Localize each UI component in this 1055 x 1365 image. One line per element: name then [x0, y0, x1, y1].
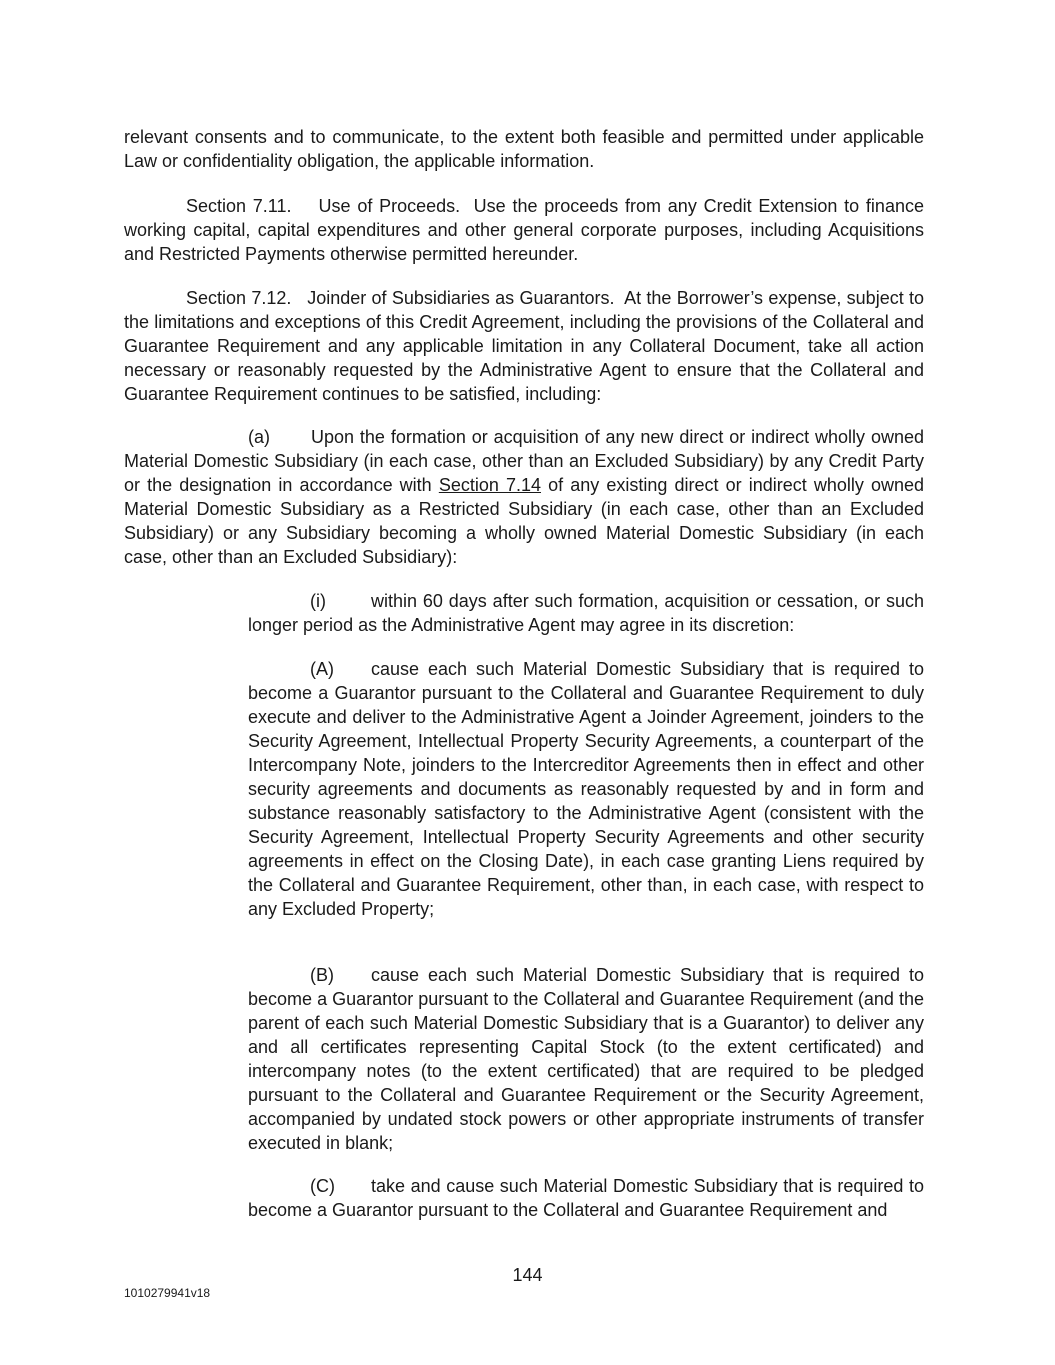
clause-label: (A)	[310, 659, 334, 679]
section-text: Use the proceeds from any Credit Extension to finance working capital, capital expenditures and other general corporate purposes, including Acquisitions and Restricted Payments otherwise permitted hereunder.	[124, 196, 924, 264]
section-title: Use of Proceeds.	[318, 196, 461, 216]
clause-label: (a)	[248, 427, 270, 447]
section-7-11	[124, 194, 924, 266]
clause-C	[248, 1174, 924, 1222]
clause-label: (B)	[310, 965, 334, 985]
section-text: At the Borrower’s expense, subject to the limitations and exceptions of this Credit Agreement, including the provisions of the Collateral and Guarantee Requirement and any applicable limitation in any Collateral Document, take all action necessary or reasonably requested by the Administrative Agent to ensure that the Collateral and Guarantee Requirement continues to be satisfied, including:	[124, 288, 924, 404]
continuation-paragraph	[124, 125, 924, 173]
section-number: Section 7.12.	[186, 288, 292, 308]
page-number: 144	[512, 1265, 543, 1285]
clause-label: (C)	[310, 1176, 335, 1196]
clause-i	[248, 589, 924, 637]
clause-A	[248, 657, 924, 921]
clause-a	[124, 425, 924, 569]
document-id: 1010279941v18	[124, 1286, 211, 1300]
clause-B	[248, 963, 924, 1155]
continuation-text: relevant consents and to communicate, to the extent both feasible and permitted under applicable Law or confidentiality obligation, the applicable information.	[124, 127, 924, 171]
clause-text: within 60 days after such formation, acquisition or cessation, or such longer period as the Administrative Agent may agree in its discretion:	[248, 591, 924, 635]
clause-text-after: of any existing direct or indirect wholly owned Material Domestic Subsidiary as a Restricted Subsidiary (in each case, other than an Excluded Subsidiary) or any Subsidiary becoming a wholly owned Material Domestic Subsidiary (in each case, other than an Excluded Subsidiary):	[124, 475, 924, 567]
section-7-14-reference[interactable]: Section 7.14	[438, 475, 541, 495]
clause-text-before: Upon the formation or acquisition of any new direct or indirect wholly owned Material Domestic Subsidiary (in each case, other than an Excluded Subsidiary) by any Credit Party or the designation in accordance with	[124, 427, 924, 495]
clause-text: cause each such Material Domestic Subsidiary that is required to become a Guarantor pursuant to the Collateral and Guarantee Requirement (and the parent of each such Material Domestic Subsidiary that is a Guarantor) to deliver any and all certificates representing Capital Stock (to the extent certificated) and intercompany notes (to the extent certificated) that are required to be pledged pursuant to the Collateral and Guarantee Requirement or the Security Agreement, accompanied by undated stock powers or other appropriate instruments of transfer executed in blank;	[248, 965, 924, 1153]
section-title: Joinder of Subsidiaries as Guarantors.	[307, 288, 615, 308]
section-7-12	[124, 286, 924, 406]
clause-text: take and cause such Material Domestic Subsidiary that is required to become a Guarantor pursuant to the Collateral and Guarantee Requirement and	[248, 1176, 924, 1220]
clause-label: (i)	[310, 591, 326, 611]
clause-text: cause each such Material Domestic Subsidiary that is required to become a Guarantor pursuant to the Collateral and Guarantee Requirement to duly execute and deliver to the Administrative Agent a Joinder Agreement, joinders to the Security Agreement, Intellectual Property Security Agreements, a counterpart of the Intercompany Note, joinders to the Intercreditor Agreements then in effect and other security agreements and documents as reasonably requested by and in form and substance reasonably satisfactory to the Administrative Agent (consistent with the Security Agreement, Intellectual Property Security Agreements and other security agreements in effect on the Closing Date), in each case granting Liens required by the Collateral and Guarantee Requirement, other than, in each case, with respect to any Excluded Property;	[248, 659, 924, 919]
section-number: Section 7.11.	[186, 196, 292, 216]
